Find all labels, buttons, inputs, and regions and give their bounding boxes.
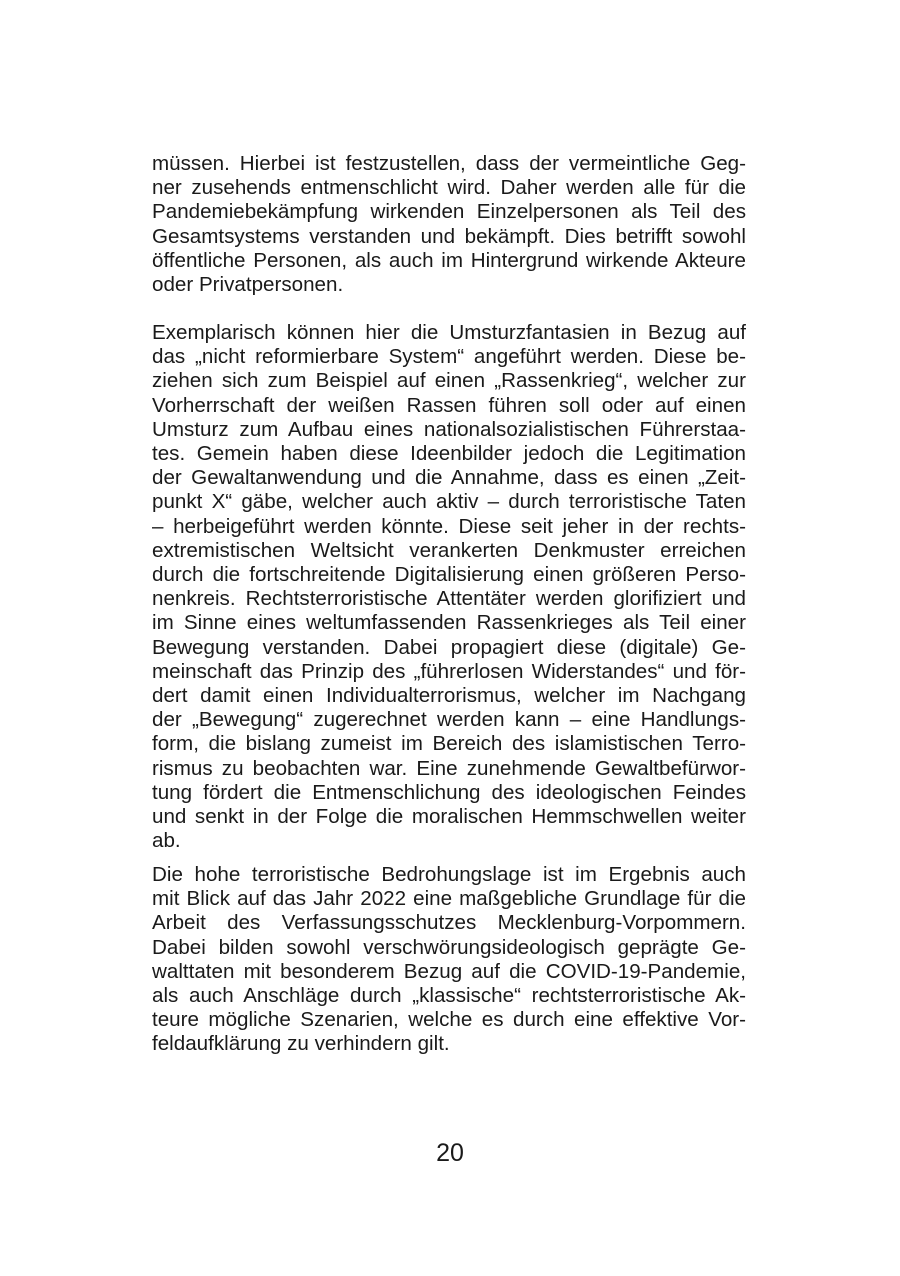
text-line: tes. Gemein haben diese Ideenbilder jedoch die Legitimation (152, 442, 746, 466)
text-line: müssen. Hierbei ist festzustellen, dass der vermeintliche Geg- (152, 152, 746, 175)
text-line: als auch Anschläge durch „klassische“ rechtsterroristische Ak- (152, 984, 746, 1008)
text-line: rismus zu beobachten war. Eine zunehmende Gewaltbefürwor- (152, 756, 746, 780)
text-line: Arbeit des Verfassungsschutzes Mecklenburg-Vorpommern. (152, 911, 746, 935)
text-line: walttaten mit besonderem Bezug auf die COVID-19-Pandemie, (152, 959, 746, 983)
text-line: mit Blick auf das Jahr 2022 eine maßgebliche Grundlage für die (152, 887, 746, 911)
text-line: durch die fortschreitende Digitalisierung einen größeren Perso- (152, 563, 746, 587)
text-line: extremistischen Weltsicht verankerten Denkmuster erreichen (152, 538, 746, 562)
text-line: Bewegung verstanden. Dabei propagiert diese (digitale) Ge- (152, 635, 746, 659)
paragraph-2 (152, 321, 746, 853)
text-line: ab. (152, 829, 181, 853)
text-line: Vorherrschaft der weißen Rassen führen soll oder auf einen (152, 393, 746, 417)
text-line: ner zusehends entmenschlicht wird. Daher werden alle für die (152, 176, 746, 200)
text-line: Exemplarisch können hier die Umsturzfantasien in Bezug auf (152, 321, 746, 344)
text-line: im Sinne eines weltumfassenden Rassenkrieges als Teil einer (152, 611, 746, 635)
text-line: teure mögliche Szenarien, welche es durch eine effektive Vor- (152, 1008, 746, 1032)
text-line: oder Privatpersonen. (152, 273, 344, 297)
text-line: tung fördert die Entmenschlichung des ideologischen Feindes (152, 780, 746, 804)
text-line: das „nicht reformierbare System“ angeführt werden. Diese be- (152, 345, 746, 369)
text-line: und senkt in der Folge die moralischen Hemmschwellen weiter (152, 805, 746, 829)
text-line: Gesamtsystems verstanden und bekämpft. Dies betrifft sowohl (152, 224, 746, 248)
paragraph-3 (152, 863, 746, 1057)
text-line: Dabei bilden sowohl verschwörungsideologisch geprägte Ge- (152, 935, 746, 959)
text-line: Umsturz zum Aufbau eines nationalsozialistischen Führerstaa- (152, 417, 746, 441)
paragraph-1 (152, 152, 746, 297)
text-line: punkt X“ gäbe, welcher auch aktiv – durch terroristische Taten (152, 490, 746, 514)
text-line: nenkreis. Rechtsterroristische Attentäter werden glorifiziert und (152, 587, 746, 611)
text-line: form, die bislang zumeist im Bereich des islamistischen Terro- (152, 732, 746, 756)
text-line: dert damit einen Individualterrorismus, welcher im Nachgang (152, 684, 746, 708)
text-line: der „Bewegung“ zugerechnet werden kann – eine Handlungs- (152, 708, 746, 732)
page-number: 20 (436, 1139, 464, 1167)
text-line: – herbeigeführt werden könnte. Diese seit jeher in der rechts- (152, 514, 746, 538)
text-line: Die hohe terroristische Bedrohungslage ist im Ergebnis auch (152, 863, 746, 886)
text-line: meinschaft das Prinzip des „führerlosen Widerstandes“ und för- (152, 659, 746, 683)
text-line: feldaufklärung zu verhindern gilt. (152, 1032, 450, 1056)
text-line: der Gewaltanwendung und die Annahme, dass es einen „Zeit- (152, 466, 746, 490)
text-line: öffentliche Personen, als auch im Hintergrund wirkende Akteure (152, 248, 746, 272)
text-line: ziehen sich zum Beispiel auf einen „Rassenkrieg“, welcher zur (152, 369, 746, 393)
text-line: Pandemiebekämpfung wirkenden Einzelpersonen als Teil des (152, 200, 746, 224)
